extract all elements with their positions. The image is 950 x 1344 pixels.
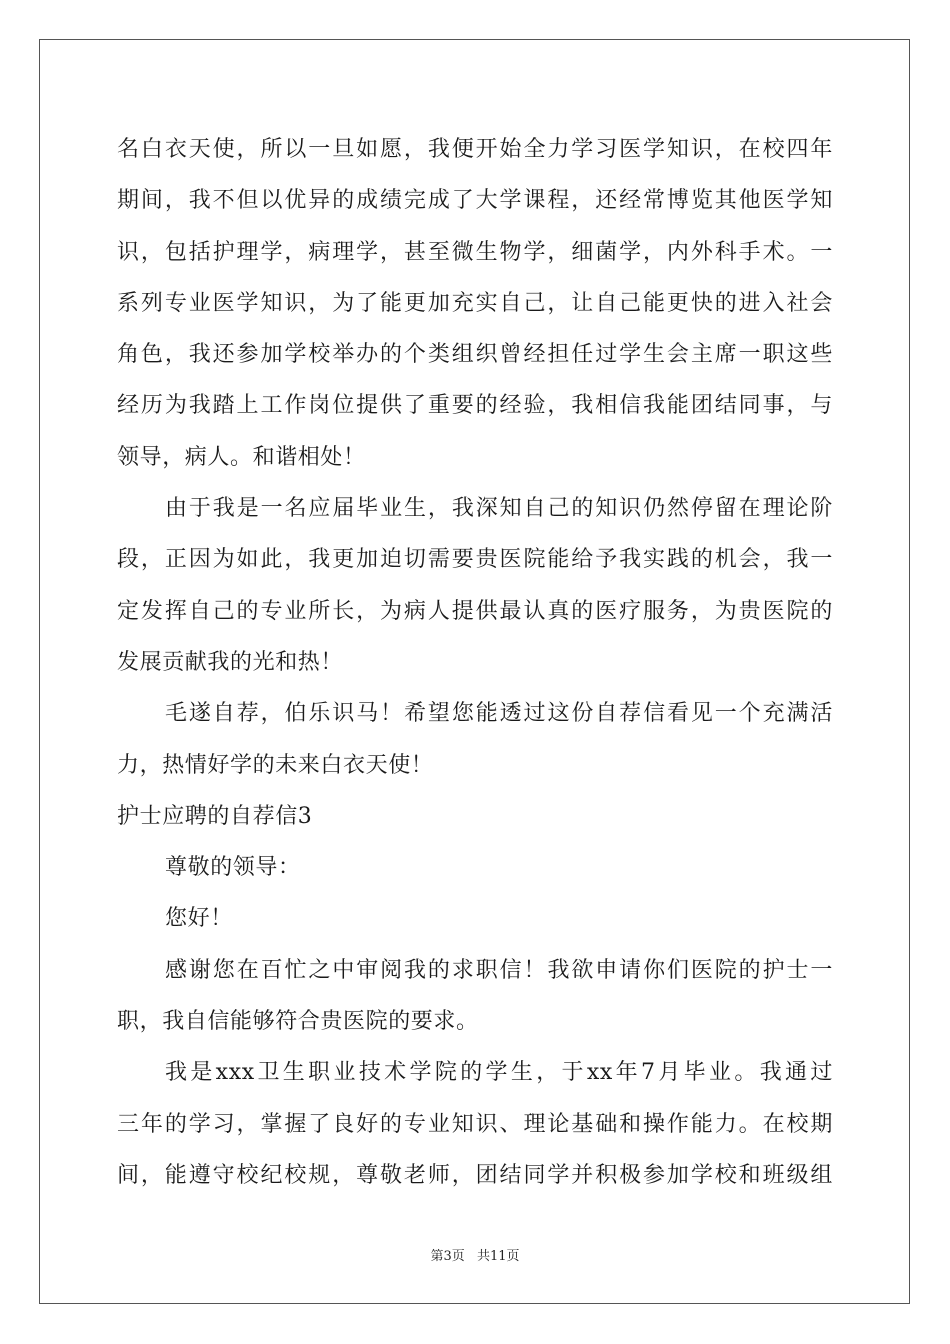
text-line: 我是xxx卫生职业技术学院的学生，于xx年7月毕业。我通过 — [165, 1060, 833, 1086]
text-line: 三年的学习，掌握了良好的专业知识、理论基础和操作能力。在校期 — [117, 1111, 833, 1137]
text-line: 识，包括护理学，病理学，甚至微生物学，细菌学，内外科手术。一 — [117, 239, 833, 265]
text-line: 力，热情好学的未来白衣天使！ — [117, 752, 434, 778]
text-line: 系列专业医学知识，为了能更加充实自己，让自己能更快的进入社会 — [117, 290, 833, 316]
text-line: 由于我是一名应届毕业生，我深知自己的知识仍然停留在理论阶 — [165, 496, 833, 522]
text-line: 尊敬的领导： — [165, 855, 301, 881]
text-line: 感谢您在百忙之中审阅我的求职信！我欲申请你们医院的护士一 — [165, 957, 833, 983]
text-line: 护士应聘的自荐信3 — [117, 803, 313, 829]
text-line: 期间，我不但以优异的成绩完成了大学课程，还经常博览其他医学知 — [117, 188, 833, 214]
text-line: 间，能遵守校纪校规，尊敬老师，团结同学并积极参加学校和班级组 — [117, 1162, 833, 1188]
page-number: 第3页 — [430, 1249, 465, 1264]
text-line: 经历为我踏上工作岗位提供了重要的经验，我相信我能团结同事，与 — [117, 393, 833, 419]
text-line: 名白衣天使，所以一旦如愿，我便开始全力学习医学知识，在校四年 — [117, 137, 833, 162]
page-footer — [0, 1245, 950, 1264]
text-line: 您好！ — [165, 906, 233, 932]
text-line: 领导，病人。和谐相处！ — [117, 444, 366, 470]
text-line: 毛遂自荐，伯乐识马！希望您能透过这份自荐信看见一个充满活 — [165, 701, 833, 727]
document-body — [117, 124, 833, 1201]
text-line: 段，正因为如此，我更加迫切需要贵医院能给予我实践的机会，我一 — [117, 547, 833, 573]
text-line: 发展贡献我的光和热！ — [117, 649, 344, 675]
page-total: 共11页 — [476, 1249, 520, 1264]
text-line: 定发挥自己的专业所长，为病人提供最认真的医疗服务，为贵医院的 — [117, 598, 833, 624]
text-line: 角色，我还参加学校举办的个类组织曾经担任过学生会主席一职这些 — [117, 342, 833, 368]
text-line: 职，我自信能够符合贵医院的要求。 — [117, 1009, 479, 1035]
